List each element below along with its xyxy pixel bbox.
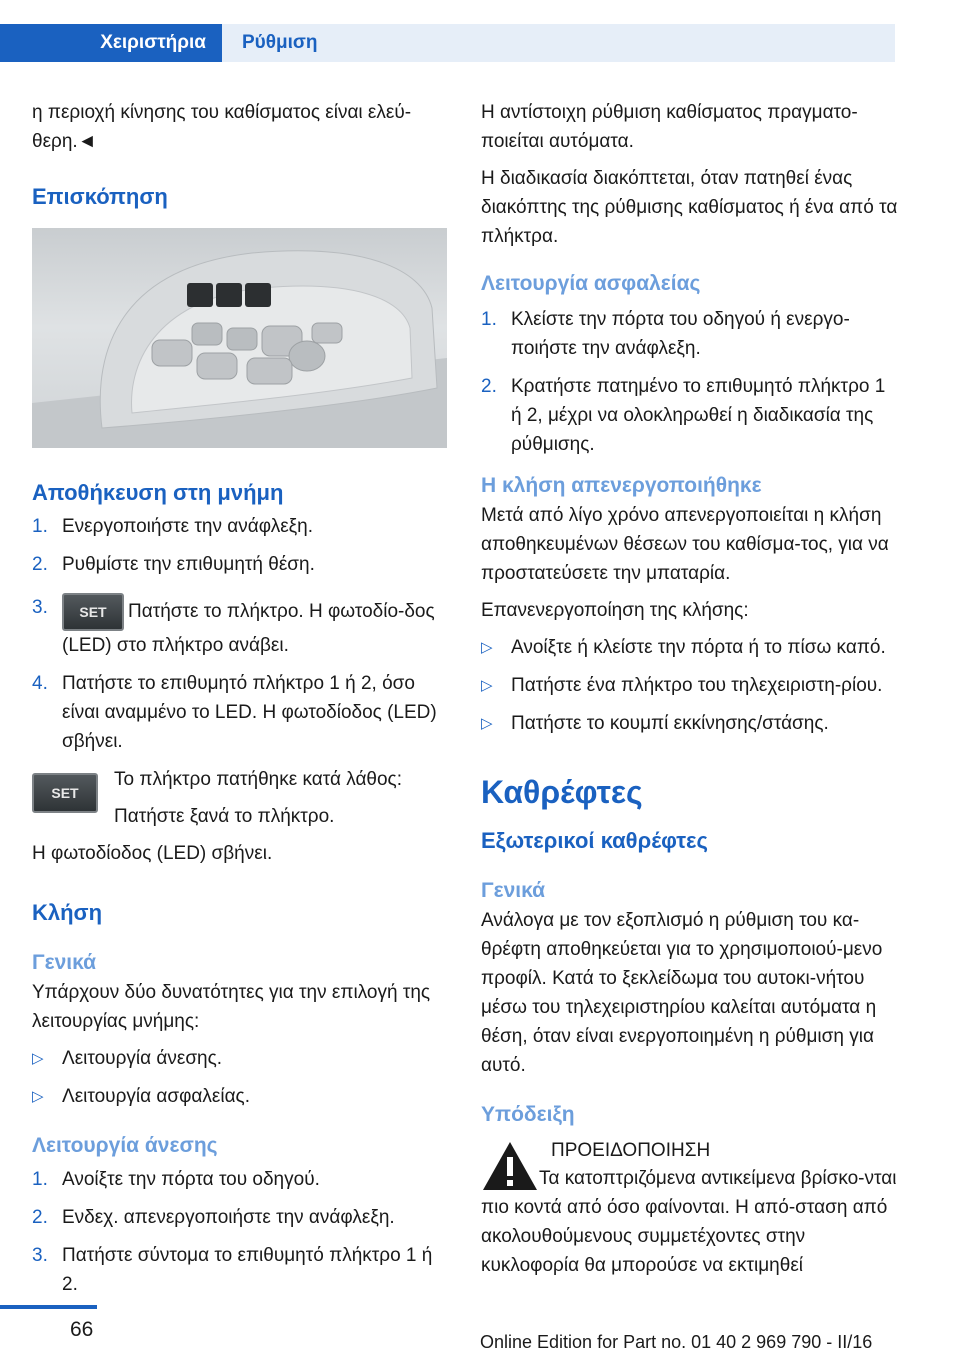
- reactivate-bullets: [481, 633, 901, 738]
- led-off-text: Η φωτοδίοδος (LED) σβήνει.: [32, 843, 273, 864]
- list-item: 3. SET Πατήστε το πλήκτρο. Η φωτοδίο-δος (LED) στο πλήκτρο ανάβει.: [32, 593, 452, 660]
- list-item: 4. Πατήστε το επιθυμητό πλήκτρο 1 ή 2, όσο είναι αναμμένο το LED. Η φωτοδίοδος (LED) σβήνει.: [32, 673, 437, 752]
- warning-title: ΠΡΟΕΙΔΟΠΟΙΗΣΗ: [551, 1140, 711, 1161]
- overview-heading: Επισκόπηση: [32, 184, 168, 209]
- press-again-text: Πατήστε ξανά το πλήκτρο.: [114, 806, 335, 827]
- wrong-press-text: Το πλήκτρο πατήθηκε κατά λάθος:: [114, 769, 402, 790]
- seat-memory-photo: [32, 228, 447, 448]
- mirrors-heading: Καθρέφτες: [481, 774, 643, 810]
- list-item: ▷ Λειτουργία ασφαλείας.: [32, 1086, 250, 1107]
- deactivated-text: Μετά από λίγο χρόνο απενεργοποιείται η κλήση αποθηκευμένων θέσεων του καθίσμα-τος, για να προστατεύσετε την μπαταρία.: [481, 505, 889, 584]
- right-column: [481, 98, 901, 1280]
- edition-text: Online Edition for Part no. 01 40 2 969 790 - II/16: [480, 1332, 873, 1352]
- page-number: 66: [70, 1318, 94, 1341]
- auto-adjust-text: Η αντίστοιχη ρύθμιση καθίσματος πραγματο-ποιείται αυτόματα.: [481, 102, 858, 152]
- list-item: ▷ Ανοίξτε ή κλείστε την πόρτα ή το πίσω καπό.: [481, 637, 886, 658]
- general-bullets: [32, 1044, 452, 1111]
- mirrors-general-text: Ανάλογα με τον εξοπλισμό η ρύθμιση του κα-θρέφτη αποθηκεύεται για το χρησιμοποιού-μενο προφίλ. Κατά το ξεκλείδωμα του αυτοκι-νήτου μέσω του τηλεχειριστηρίου καλείται αυτόματα η θέση, όταν είναι ενεργοποιημένη η ρύθμιση για αυτό.: [481, 910, 883, 1076]
- tab-adjustment[interactable]: Ρύθμιση: [222, 24, 895, 62]
- list-item: 2. Ρυθμίστε την επιθυμητή θέση.: [32, 554, 315, 575]
- general-heading: Γενικά: [32, 951, 97, 974]
- list-item: 1. Ανοίξτε την πόρτα του οδηγού.: [32, 1169, 320, 1190]
- call-heading: Κλήση: [32, 900, 103, 925]
- wrong-press-note: [32, 765, 452, 831]
- note-heading: Υπόδειξη: [481, 1103, 575, 1126]
- list-item: ▷ Λειτουργία άνεσης.: [32, 1048, 223, 1069]
- list-item: 1. Κλείστε την πόρτα του οδηγού ή ενεργο-ποιήστε την ανάφλεξη.: [481, 309, 850, 359]
- header-bar: [0, 0, 895, 62]
- set-button-icon: SET: [62, 593, 124, 631]
- tab-controls[interactable]: Χειριστήρια: [0, 24, 222, 62]
- list-item: 2. Ενδεχ. απενεργοποιήστε την ανάφλεξη.: [32, 1207, 395, 1228]
- list-item: ▷ Πατήστε ένα πλήκτρο του τηλεχειριστη-ρίου.: [481, 675, 883, 696]
- list-item: ▷ Πατήστε το κουμπί εκκίνησης/στάσης.: [481, 713, 829, 734]
- set-button-icon: SET: [32, 773, 98, 813]
- safety-heading: Λειτουργία ασφαλείας: [481, 272, 701, 295]
- list-item: 3. Πατήστε σύντομα το επιθυμητό πλήκτρο 1 ή 2.: [32, 1245, 433, 1295]
- mirrors-general-heading: Γενικά: [481, 879, 546, 902]
- safety-steps: [481, 305, 901, 459]
- store-steps: [32, 512, 452, 756]
- left-column: [32, 98, 452, 1308]
- reactivate-text: Επανενεργοποίηση της κλήσης:: [481, 600, 749, 621]
- list-item: 2. Κρατήστε πατημένο το επιθυμητό πλήκτρο 1 ή 2, μέχρι να ολοκληρωθεί η διαδικασία της ρύθμισης.: [481, 376, 886, 455]
- general-text: Υπάρχουν δύο δυνατότητες για την επιλογή της λειτουργίας μνήμης:: [32, 982, 431, 1032]
- seat-controls-illustration: [32, 228, 447, 448]
- exterior-mirrors-heading: Εξωτερικοί καθρέφτες: [481, 828, 708, 853]
- footer-line: [0, 1305, 97, 1309]
- comfort-heading: Λειτουργία άνεσης: [32, 1134, 218, 1157]
- deactivated-heading: Η κλήση απενεργοποιήθηκε: [481, 474, 762, 497]
- list-item: 1. Ενεργοποιήστε την ανάφλεξη.: [32, 516, 314, 537]
- warning-icon: [481, 1140, 539, 1192]
- warning-text: Τα κατοπτριζόμενα αντικείμενα βρίσκο-νται πιο κοντά από όσο φαίνονται. Η από-σταση από ακολουθούμενους συμμετέχοντες στην κυκλοφορία θα μπορούσε να εκτιμηθεί: [481, 1168, 897, 1276]
- store-heading: Αποθήκευση στη μνήμη: [32, 480, 284, 505]
- comfort-steps: [32, 1165, 452, 1299]
- intro-text: η περιοχή κίνησης του καθίσματος είναι ελεύ-θερη.◄: [32, 102, 412, 152]
- interrupt-text: Η διαδικασία διακόπτεται, όταν πατηθεί ένας διακόπτης της ρύθμισης καθίσματος ή ένα από τα πλήκτρα.: [481, 168, 898, 247]
